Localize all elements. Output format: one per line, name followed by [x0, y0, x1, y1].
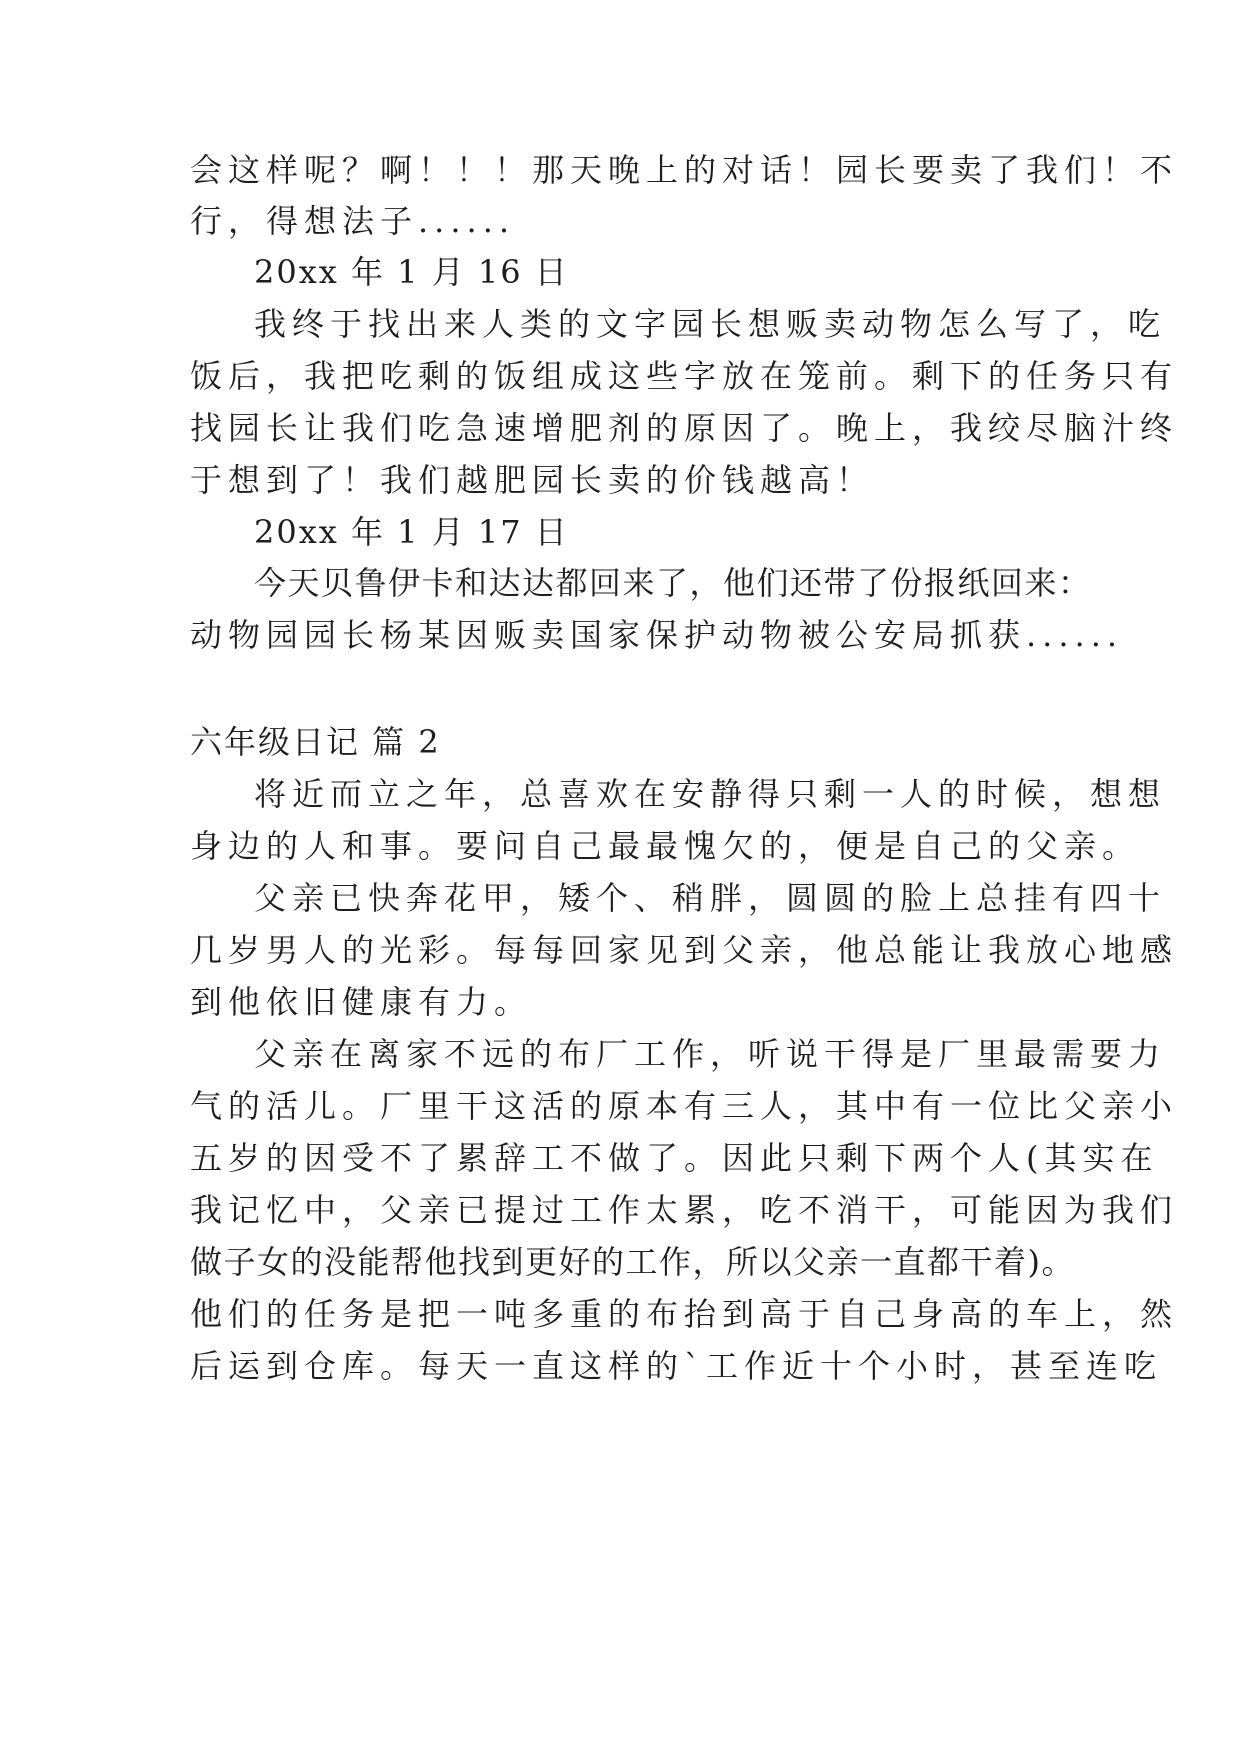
- text-line: 我终于找出来人类的文字园长想贩卖动物怎么写了，吃: [254, 305, 1167, 343]
- section-title: 六年级日记 篇 2: [190, 723, 441, 761]
- text-line: 饭后，我把吃剩的饭组成这些字放在笼前。剩下的任务只有: [190, 357, 1179, 395]
- text-line: 五岁的因受不了累辞工不做了。因此只剩下两个人(其实在: [190, 1139, 1159, 1177]
- text-line: 于想到了！我们越肥园长卖的价钱越高！: [190, 461, 875, 499]
- text-line: 动物园园长杨某因贩卖国家保护动物被公安局抓获......: [190, 616, 1124, 654]
- text-line: 后运到仓库。每天一直这样的`工作近十个小时，甚至连吃: [190, 1347, 1163, 1385]
- text-line: 将近而立之年，总喜欢在安静得只剩一人的时候，想想: [254, 775, 1167, 813]
- text-line: 父亲已快奔花甲，矮个、稍胖，圆圆的脸上总挂有四十: [254, 879, 1167, 917]
- text-line: 到他依旧健康有力。: [190, 983, 533, 1021]
- text-line: 会这样呢？啊！！！那天晚上的对话！园长要卖了我们！不: [190, 151, 1179, 189]
- entry-date: 20xx 年 1 月 16 日: [254, 253, 569, 291]
- text-line: 今天贝鲁伊卡和达达都回来了，他们还带了份报纸回来：: [254, 564, 1092, 602]
- text-line: 气的活儿。厂里干这活的原本有三人，其中有一位比父亲小: [190, 1087, 1179, 1125]
- text-line: 我记忆中，父亲已提过工作太累，吃不消干，可能因为我们: [190, 1191, 1179, 1229]
- text-line: 父亲在离家不远的布厂工作，听说干得是厂里最需要力: [254, 1035, 1167, 1073]
- text-line: 行，得想法子......: [190, 202, 516, 240]
- text-line: 身边的人和事。要问自己最最愧欠的，便是自己的父亲。: [190, 827, 1141, 865]
- text-line: 找园长让我们吃急速增肥剂的原因了。晚上，我绞尽脑汁终: [190, 409, 1179, 447]
- text-line: 做子女的没能帮他找到更好的工作，所以父亲一直都干着)。: [190, 1243, 1075, 1281]
- text-line: 几岁男人的光彩。每每回家见到父亲，他总能让我放心地感: [190, 931, 1179, 969]
- text-line: 他们的任务是把一吨多重的布抬到高于自己身高的车上，然: [190, 1295, 1179, 1333]
- entry-date: 20xx 年 1 月 17 日: [254, 513, 569, 551]
